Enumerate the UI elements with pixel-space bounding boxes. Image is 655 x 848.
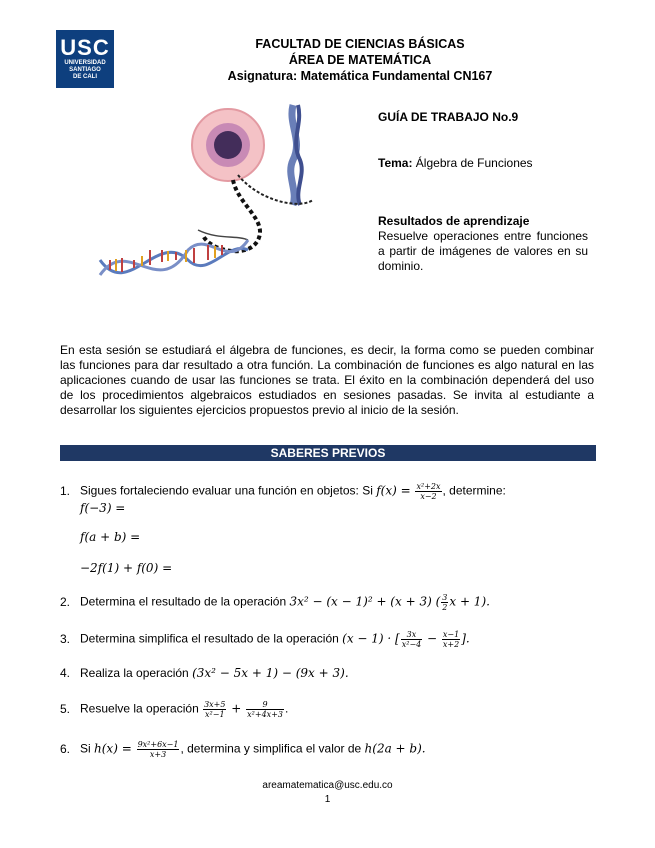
footer-email: areamatematica@usc.edu.co <box>262 780 393 791</box>
exercise-4-number: 4. <box>60 666 71 680</box>
exercise-2-text: Determina el resultado de la operación <box>80 594 290 609</box>
exercise-1-tail: , determine: <box>442 483 506 498</box>
intro-paragraph: En esta sesión se estudiará el álgebra de funciones, es decir, la forma como se pueden combinar las funciones para dar resultado a otra función. La combinación de funciones es algo natural en las aplicaciones cuando de usar las funciones se trata. El éxito en la combinación dependerá del uso de los procedimientos algebraicos estudiados en sesiones pasadas. Se invita al estudiante a desarrollar los siguientes ejercicios propuestos previo al inicio de la sesión. <box>60 343 594 417</box>
document-header <box>150 36 570 84</box>
logo-line-3: DE CALI <box>73 74 97 80</box>
exercise-1c: −2f(1) + f(0) = <box>80 561 173 575</box>
exercise-6-text: Si <box>80 741 95 756</box>
exercise-2 <box>60 593 490 612</box>
header-area: ÁREA DE MATEMÁTICA <box>288 53 432 67</box>
dna-base-pairs-2 <box>116 246 215 271</box>
exercise-6-tail: , determina y simplifica el valor de <box>180 741 365 756</box>
exercise-6-fraction: $\frac{\text{9x²+6x−1}}{x+3}$ <box>137 740 179 759</box>
section-title-bar: SABERES PREVIOS <box>60 445 596 461</box>
header-subject: Asignatura: Matemática Fundamental CN167 <box>227 69 493 83</box>
exercise-3-number: 3. <box>60 631 71 646</box>
exercise-2-expr-start: 3x² − (x − 1)² + (x + 3) ( <box>289 594 441 609</box>
exercise-3-text: Determina simplifica el resultado de la operación <box>80 631 343 646</box>
header-faculty: FACULTAD DE CIENCIAS BÁSICAS <box>255 37 465 51</box>
guide-topic <box>378 156 533 170</box>
page-footer <box>0 779 655 807</box>
chromosome-strand <box>291 105 297 205</box>
exercise-2-expr-end: x + 1). <box>449 594 490 609</box>
exercise-4 <box>60 665 349 681</box>
exercise-5-plus: + <box>227 701 246 716</box>
exercise-6-function: h(x) = <box>94 741 136 756</box>
exercise-3-expr-end: ]. <box>461 631 470 646</box>
nucleus-core <box>214 131 242 159</box>
exercise-5-text: Resuelve la operación <box>80 701 203 716</box>
exercise-3-fraction-1: $\frac{3x}{\text{x²−4}}$ <box>401 630 422 649</box>
exercise-6-expr: h(2a + b). <box>364 741 426 756</box>
exercise-2-fraction: $\frac{3}{2}$ <box>442 593 448 612</box>
learning-results-title: Resultados de aprendizaje <box>378 214 530 228</box>
exercise-2-number: 2. <box>60 594 71 609</box>
page-number: 1 <box>324 794 331 805</box>
topic-value: Álgebra de Funciones <box>415 156 533 170</box>
logo-acronym: USC <box>60 35 110 60</box>
logo-line-2: SANTIAGO <box>69 67 101 73</box>
chromosome-strand-2 <box>296 105 302 205</box>
dna-illustration <box>98 100 338 320</box>
exercise-6 <box>60 740 426 759</box>
exercise-3-fraction-2: $\frac{x-1}{x+2}$ <box>442 630 460 649</box>
exercise-1 <box>60 482 506 501</box>
exercise-1b: f(a + b) = <box>80 530 141 544</box>
exercise-3-expr-start: (x − 1) · [ <box>342 631 400 646</box>
exercise-5 <box>60 700 288 719</box>
exercise-4-text: Realiza la operación <box>80 666 193 680</box>
learning-results-text: Resuelve operaciones entre funciones a partir de imágenes de valores en su dominio. <box>378 229 588 273</box>
exercise-6-number: 6. <box>60 741 71 756</box>
exercise-1-text: Sigues fortaleciendo evaluar una función en objetos: Si <box>80 483 377 498</box>
topic-label: Tema: <box>378 156 413 170</box>
guide-title: GUÍA DE TRABAJO No.9 <box>378 110 519 124</box>
exercise-5-end: . <box>285 701 289 716</box>
exercise-1a: f(−3) = <box>80 501 126 515</box>
exercise-5-fraction-1: $\frac{3x+5}{\text{x²−1}}$ <box>204 700 226 719</box>
usc-logo <box>56 30 114 88</box>
exercise-1-function: f(x) = <box>376 483 415 498</box>
logo-line-1: UNIVERSIDAD <box>64 60 106 66</box>
exercise-5-number: 5. <box>60 701 71 716</box>
exercise-3-minus: − <box>423 631 441 646</box>
exercise-1-number: 1. <box>60 483 71 498</box>
exercise-3 <box>60 630 470 649</box>
exercise-5-fraction-2: $\frac{9}{\text{x²+4x+3}}$ <box>247 700 283 719</box>
exercise-4-expr: (3x² − 5x + 1) − (9x + 3). <box>192 666 349 680</box>
exercise-1-fraction: $\frac{\text{x²+2x}}{x-2}$ <box>416 482 441 501</box>
chromatin-coil <box>203 180 260 251</box>
